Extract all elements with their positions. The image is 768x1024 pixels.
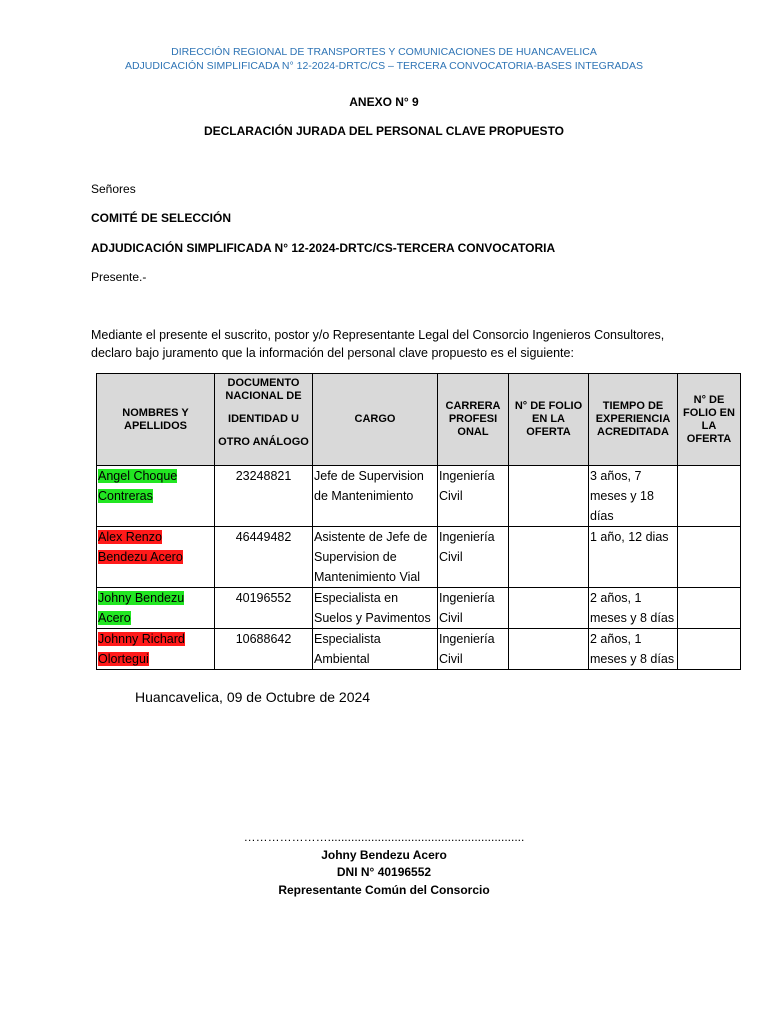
cell-folio-2 xyxy=(678,588,741,629)
cell-career: Ingeniería Civil xyxy=(438,527,509,588)
signature-line: …………………........................................................... xyxy=(243,830,525,844)
signer-name: Johny Bendezu Acero xyxy=(321,848,447,862)
document-title: DECLARACIÓN JURADA DEL PERSONAL CLAVE PROPUESTO xyxy=(203,124,565,138)
cell-name xyxy=(97,588,215,629)
signer-role: Representante Común del Consorcio xyxy=(278,883,490,897)
table-row xyxy=(97,527,741,588)
greeting: Señores xyxy=(91,182,136,196)
cell-folio-2 xyxy=(678,527,741,588)
cell-career: Ingeniería Civil xyxy=(438,629,509,670)
cell-role: Especialista Ambiental xyxy=(313,629,438,670)
highlighted-name: Alex Renzo Bendezu Acero xyxy=(98,530,183,564)
header-line-2: ADJUDICACIÓN SIMPLIFICADA N° 12-2024-DRTC/CS – TERCERA CONVOCATORIA-BASES INTEGRADAS xyxy=(124,60,644,72)
header-folio-2: N° DE FOLIO EN LA OFERTA xyxy=(678,374,741,466)
header-experience: TIEMPO DE EXPERIENCIA ACREDITADA xyxy=(589,374,678,466)
document-header xyxy=(0,45,768,73)
header-names: NOMBRES Y APELLIDOS xyxy=(97,374,215,466)
header-role: CARGO xyxy=(313,374,438,466)
process-name: ADJUDICACIÓN SIMPLIFICADA N° 12-2024-DRTC/CS-TERCERA CONVOCATORIA xyxy=(91,241,556,255)
header-document-line3: OTRO ANÁLOGO xyxy=(218,436,309,448)
highlighted-name: Johny Bendezu Acero xyxy=(98,591,185,625)
cell-document: 10688642 xyxy=(215,629,313,670)
header-document-line2: IDENTIDAD U xyxy=(228,413,299,425)
cell-name xyxy=(97,466,215,527)
cell-folio xyxy=(509,629,589,670)
cell-folio-2 xyxy=(678,466,741,527)
table-row xyxy=(97,588,741,629)
cell-document: 40196552 xyxy=(215,588,313,629)
signer-dni: DNI N° 40196552 xyxy=(336,865,432,879)
cell-career: Ingeniería Civil xyxy=(438,588,509,629)
date-line: Huancavelica, 09 de Octubre de 2024 xyxy=(135,689,371,705)
cell-experience: 2 años, 1 meses y 8 días xyxy=(589,629,678,670)
cell-folio xyxy=(509,588,589,629)
highlighted-name: Johnny Richard Olortegui xyxy=(98,632,185,666)
cell-name xyxy=(97,527,215,588)
annex-title: ANEXO N° 9 xyxy=(349,95,419,109)
highlighted-name: Angel Choque Contreras xyxy=(98,469,178,503)
header-line-1: DIRECCIÓN REGIONAL DE TRANSPORTES Y COMUNICACIONES DE HUANCAVELICA xyxy=(171,46,597,58)
personnel-table xyxy=(96,373,741,670)
cell-career: Ingeniería Civil xyxy=(438,466,509,527)
cell-experience: 1 año, 12 dias xyxy=(589,527,678,588)
header-document xyxy=(215,374,313,466)
header-career: CARRERA PROFESI ONAL xyxy=(438,374,509,466)
cell-folio-2 xyxy=(678,629,741,670)
header-folio: N° DE FOLIO EN LA OFERTA xyxy=(509,374,589,466)
table-row xyxy=(97,629,741,670)
table-header-row xyxy=(97,374,741,466)
cell-document: 46449482 xyxy=(215,527,313,588)
table-row xyxy=(97,466,741,527)
cell-role: Asistente de Jefe de Supervision de Mantenimiento Vial xyxy=(313,527,438,588)
cell-name xyxy=(97,629,215,670)
header-document-line1: DOCUMENTO NACIONAL DE xyxy=(225,377,302,402)
cell-folio xyxy=(509,466,589,527)
cell-document: 23248821 xyxy=(215,466,313,527)
cell-role: Jefe de Supervision de Mantenimiento xyxy=(313,466,438,527)
cell-experience: 3 años, 7 meses y 18 días xyxy=(589,466,678,527)
committee: COMITÉ DE SELECCIÓN xyxy=(91,211,232,225)
cell-folio xyxy=(509,527,589,588)
cell-role: Especialista en Suelos y Pavimentos xyxy=(313,588,438,629)
cell-experience: 2 años, 1 meses y 8 días xyxy=(589,588,678,629)
present-line: Presente.- xyxy=(91,270,147,284)
intro-paragraph: Mediante el presente el suscrito, postor y/o Representante Legal del Consorcio Ingenieros Consultores, declaro bajo juramento que la información del personal clave propuesto es el siguiente: xyxy=(91,328,665,360)
